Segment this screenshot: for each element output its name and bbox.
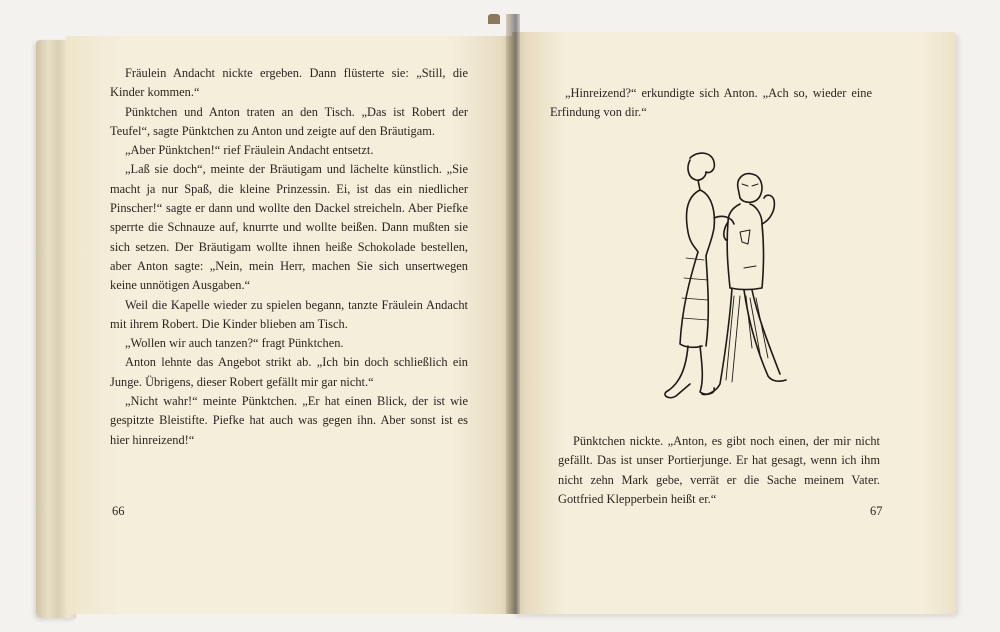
paragraph: Anton lehnte das Angebot strikt ab. „Ich bin doch schließlich ein Junge. Übrigens, dieser Robert gefällt mir gar nicht.“ — [110, 355, 468, 389]
right-page-top-text — [550, 84, 872, 123]
paragraph: „Hinreizend?“ erkundigte sich Anton. „Ach so, wieder eine Erfindung von dir.“ — [550, 86, 872, 120]
paragraph: Pünktchen und Anton traten an den Tisch. „Das ist Robert der Teufel“, sagte Pünktchen zu Anton und zeigte auf den Bräutigam. — [110, 104, 468, 138]
right-page-bottom-text — [558, 432, 880, 509]
page-number-left: 66 — [112, 504, 125, 518]
paragraph: Fräulein Andacht nickte ergeben. Dann flüsterte sie: „Still, die Kinder kommen.“ — [110, 66, 468, 100]
spine-top — [488, 14, 500, 24]
page-number-right: 67 — [870, 504, 883, 518]
book-spine — [506, 14, 520, 614]
paragraph: Weil die Kapelle wieder zu spielen begann, tanzte Fräulein Andacht mit ihrem Robert. Die Kinder blieben am Tisch. — [110, 297, 468, 331]
paragraph: „Aber Pünktchen!“ rief Fräulein Andacht entsetzt. — [125, 143, 374, 158]
dancing-couple-illustration — [640, 148, 800, 410]
paragraph: Pünktchen nickte. „Anton, es gibt noch einen, der mir nicht gefällt. Das ist unser Portierjunge. Er hat gesagt, wenn ich ihm nicht zehn Mark gebe, verrät er die Sache meinem Vater. Gottfried Klepperbein heißt er.“ — [558, 434, 880, 506]
paragraph: „Laß sie doch“, meinte der Bräutigam und lächelte künstlich. „Sie macht ja nur Spaß, die kleine Prinzessin. Ei, ist das ein niedlicher Pinscher!“ sagte er dann und wollte den Dackel streicheln. Aber Piefke sperrte die Schnauze auf, knurrte und wollte beißen. Dann mußten sie sich setzen. Der Bräutigam wollte ihnen heiße Schokolade bestellen, aber Anton sagte: „Nein, mein Herr, machen Sie sich unsertwegen keine unnötigen Ausgaben.“ — [110, 162, 468, 293]
paragraph: „Nicht wahr!“ meinte Pünktchen. „Er hat einen Blick, der ist wie gespitzte Bleistifte. Piefke hat auch was gegen ihn. Aber sonst ist es hier hinreizend!“ — [110, 394, 468, 447]
left-page-text — [110, 64, 468, 450]
paragraph: „Wollen wir auch tanzen?“ fragt Pünktchen. — [125, 336, 344, 351]
